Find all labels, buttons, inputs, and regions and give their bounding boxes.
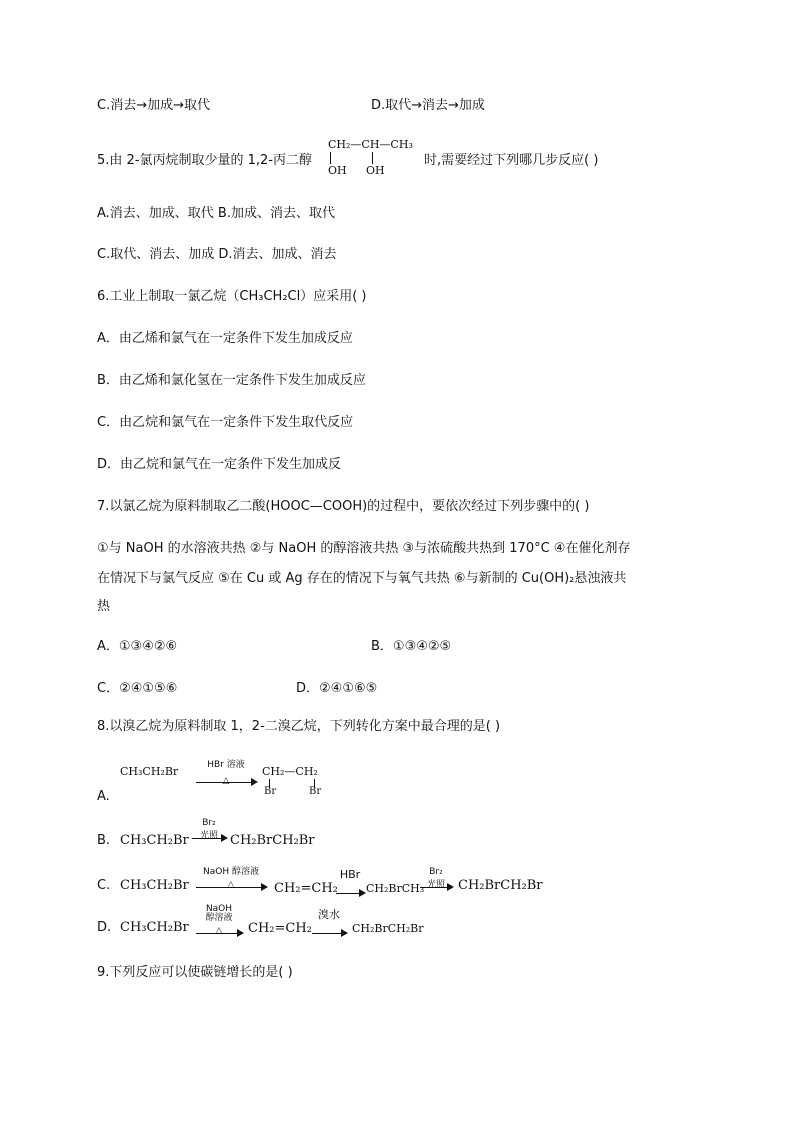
q9-stem: 9.下列反应可以使碳链增长的是( ) <box>97 965 293 980</box>
arrow-right-icon <box>336 893 364 894</box>
q7-steps-line-2: 在情况下与氯气反应 ⑤在 Cu 或 Ag 存在的情况下与氧气共热 ⑥与新制的 Cu(OH)₂悬浊液共 <box>97 571 627 586</box>
q8c-intermediate-2: CH₂BrCH₃ <box>366 882 425 895</box>
q8d-product: CH₂BrCH₂Br <box>352 922 424 935</box>
q8c-condition-3: 光照 <box>426 880 445 890</box>
q6-option-a: A．由乙烯和氯气在一定条件下发生加成反应 <box>97 331 353 346</box>
q8c-reagent-2: HBr <box>339 868 361 881</box>
q5-stem-suffix: 时,需要经过下列哪几步反应( ) <box>424 153 599 168</box>
q5-oh-1: OH <box>328 164 347 177</box>
q8a-arrow <box>196 760 256 791</box>
q7-option-d: D．②④①⑥⑤ <box>296 681 378 696</box>
q8a-label: A. <box>97 789 110 804</box>
q8c-label: C. <box>97 878 111 893</box>
q5-options-cd: C.取代、消去、加成 D.消去、加成、消去 <box>97 247 337 262</box>
q6-stem: 6.工业上制取一氯乙烷（CH₃CH₂Cl）应采用( ) <box>97 289 367 304</box>
q8b-condition: 光照 <box>199 831 218 841</box>
q7-option-b: B．①③④②⑤ <box>371 639 452 654</box>
q8b-product: CH₂BrCH₂Br <box>230 833 315 848</box>
q8c-reactant: CH₃CH₂Br <box>120 878 189 893</box>
q8b-reactant: CH₃CH₂Br <box>120 833 189 848</box>
q8a-condition: △ <box>222 776 230 786</box>
q7-steps-line-1: ①与 NaOH 的水溶液共热 ②与 NaOH 的醇溶液共热 ③与浓硫酸共热到 170°C ④在催化剂存 <box>97 541 631 556</box>
q8c-arrow-3 <box>420 867 452 896</box>
q8c-arrow-2 <box>336 868 364 902</box>
q8b-label: B. <box>97 833 111 848</box>
q8c-product: CH₂BrCH₂Br <box>458 878 543 893</box>
q8d-reagent-1: NaOH <box>205 904 233 914</box>
q8a-br-1: Br <box>264 786 277 797</box>
q8c-reagent-1: NaOH 醇溶液 <box>203 867 259 877</box>
q7-option-a: A．①③④②⑥ <box>97 639 178 654</box>
q8-stem: 8.以溴乙烷为原料制取 1，2-二溴乙烷，下列转化方案中最合理的是( ) <box>97 719 501 734</box>
q5-bond-1 <box>330 152 331 164</box>
q5-stem-prefix: 5.由 2-氯丙烷制取少量的 1,2-丙二醇 <box>97 153 312 168</box>
q8c-condition-1: △ <box>227 880 235 890</box>
q8d-arrow-1 <box>196 904 242 942</box>
q8a-product: CH₂—CH₂ <box>262 765 318 778</box>
q7-option-c: C．②④①⑤⑥ <box>97 681 178 696</box>
q6-option-d: D．由乙烷和氯气在一定条件下发生加成反 <box>97 457 342 472</box>
q8a-reagent: HBr 溶液 <box>207 760 245 770</box>
q5-oh-2: OH <box>366 164 385 177</box>
q8d-arrow-2 <box>312 908 346 942</box>
q8c-reagent-3: Br₂ <box>429 867 443 877</box>
q5-structure-chain: CH₂—CH—CH₃ <box>328 138 413 151</box>
q5-bond-2 <box>372 152 373 164</box>
q8d-label: D. <box>97 920 112 935</box>
q8c-intermediate-1: CH₂=CH₂ <box>274 881 338 896</box>
q8b-reagent: Br₂ <box>202 818 216 828</box>
q8d-reagent-1b: 醇溶液 <box>205 913 233 923</box>
q8d-condition-1: △ <box>215 926 223 936</box>
q8d-reactant: CH₃CH₂Br <box>120 920 189 935</box>
q5-options-ab: A.消去、加成、取代 B.加成、消去、取代 <box>97 206 335 221</box>
q8b-arrow <box>192 818 226 847</box>
q6-option-b: B．由乙烯和氯化氢在一定条件下发生加成反应 <box>97 373 366 388</box>
q8d-reagent-2: 溴水 <box>318 908 340 921</box>
q6-option-c: C．由乙烷和氯气在一定条件下发生取代反应 <box>97 415 354 430</box>
q4-option-d: D.取代→消去→加成 <box>371 98 485 113</box>
q8a-reactant: CH₃CH₂Br <box>120 765 179 778</box>
q7-stem: 7.以氯乙烷为原料制取乙二酸(HOOC—COOH)的过程中，要依次经过下列步骤中的( ) <box>97 499 590 514</box>
q7-steps-line-3: 热 <box>97 599 111 614</box>
arrow-right-icon <box>312 933 346 934</box>
q8c-arrow-1 <box>196 867 266 896</box>
q8d-intermediate-1: CH₂=CH₂ <box>248 921 312 936</box>
q8a-br-2: Br <box>309 786 322 797</box>
q4-option-c: C.消去→加成→取代 <box>97 98 210 113</box>
